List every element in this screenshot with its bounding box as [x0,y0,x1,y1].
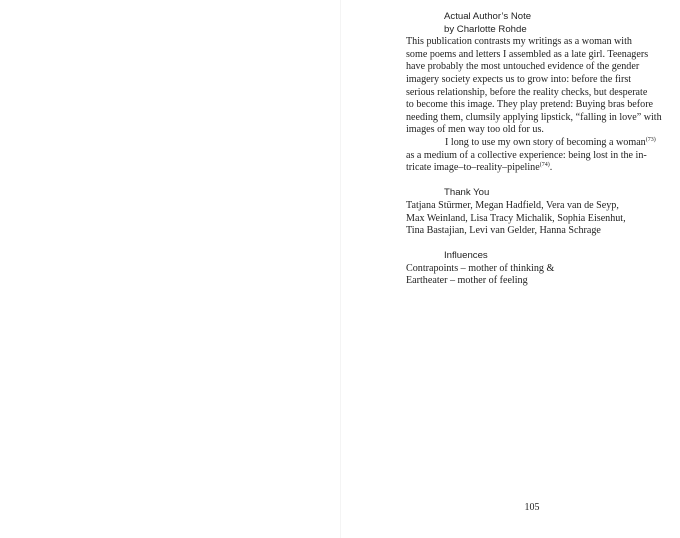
footnote-reference[interactable]: (74) [539,162,550,169]
section-spacer [406,238,668,251]
paragraph-line-text: tricate image–to–reality–pipeline [406,162,540,174]
thanks-line: Max Weinland, Lisa Tracy Michalik, Sophia Eisenhut, [406,212,626,224]
paragraph-line: have probably the most untouched evidence of the gender [406,61,640,73]
thanks-title: Thank You [444,187,490,199]
paragraph-line-text: I long to use my own story of becoming a woman [445,136,646,148]
paragraph-line: serious relationship, before the reality checks, but desperate [406,86,648,98]
author-note-paragraph-2 [406,137,668,175]
sentence-end: . [549,162,553,174]
author-note-section [406,11,668,175]
thanks-line: Tina Bastajian, Levi van Gelder, Hanna Schrage [406,225,601,237]
influences-title: Influences [444,250,488,262]
influence-line: Contrapoints – mother of thinking & [406,262,555,274]
author-note-title: Actual Author’s Note [444,11,532,22]
author-note-byline: by Charlotte Rohde [444,23,527,35]
page-number: 105 [524,502,540,513]
paragraph-line: needing them, clumsily applying lipstick, “falling in love” with [406,111,662,123]
thanks-section [406,187,668,237]
paragraph-line: imagery society expects us to grow into: before the first [406,73,632,85]
influences-section [406,250,668,288]
paragraph-line [406,137,668,150]
paragraph-line: This publication contrasts my writings as a woman with [406,36,632,48]
thanks-line: Tatjana Stürmer, Megan Hadfield, Vera van de Seyp, [406,199,619,211]
paragraph-line: images of men way too old for us. [406,124,544,136]
author-note-paragraph-1 [406,36,668,137]
paragraph-line: some poems and letters I assembled as a late girl. Teenagers [406,48,649,60]
paragraph-line: to become this image. They play pretend: Buying bras before [406,99,654,111]
text-column [406,11,668,288]
influence-line: Eartheater – mother of feeling [406,275,528,287]
footnote-reference[interactable]: (73) [645,136,656,143]
page-gutter [340,0,341,538]
paragraph-line: as a medium of a collective experience: being lost in the in- [406,149,647,161]
section-spacer [406,175,668,188]
paragraph-line [406,162,668,175]
